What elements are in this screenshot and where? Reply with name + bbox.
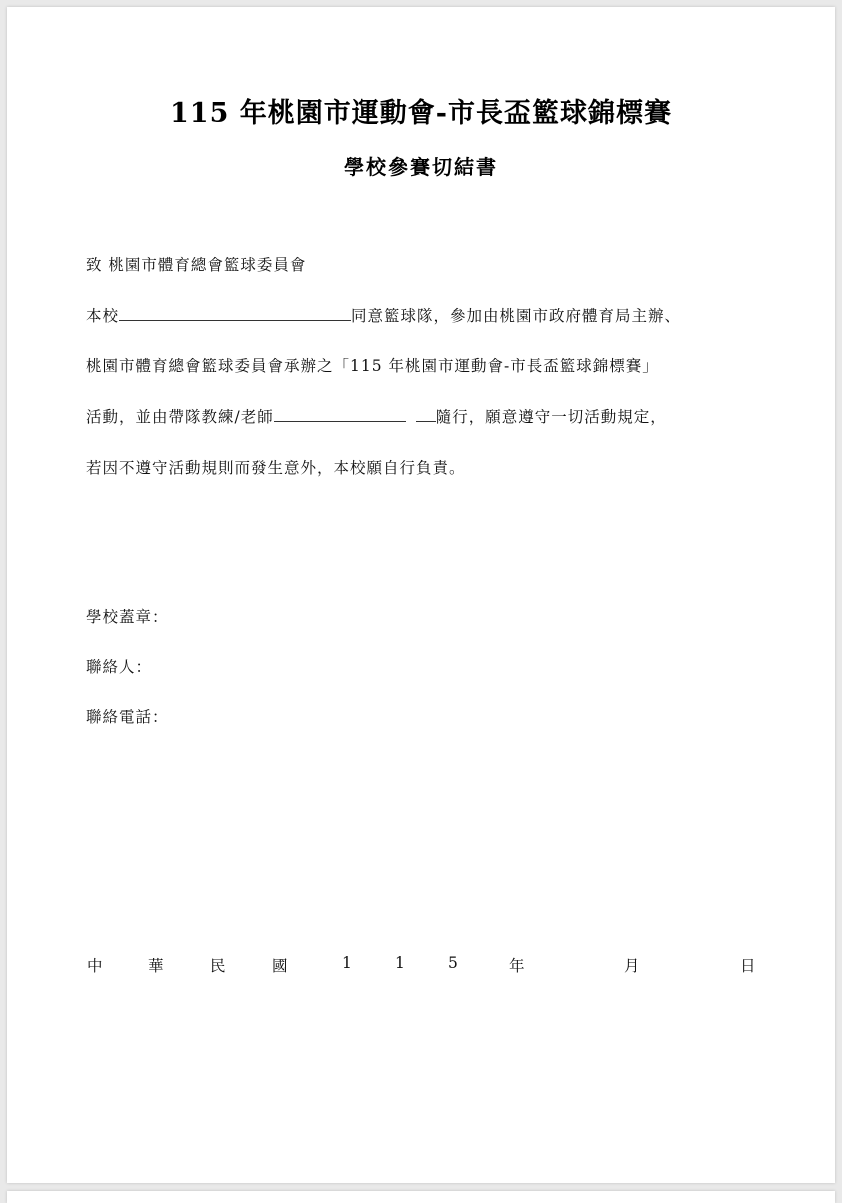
date-year-digit-1: 1	[342, 954, 352, 972]
coach-name-blank[interactable]	[274, 407, 406, 422]
body-line-4: 若因不遵守活動規則而發生意外，本校願自行負責。	[86, 459, 466, 477]
body-line-3-prefix: 活動，並由帶隊教練/老師	[86, 408, 274, 426]
date-month-label: 月	[624, 957, 640, 975]
school-name-blank[interactable]	[119, 306, 351, 321]
date-year-digit-2: 1	[395, 954, 405, 972]
document-title: 115 年桃園市運動會-市長盃籃球錦標賽	[170, 98, 672, 129]
date-year-digit-3: 5	[448, 954, 458, 972]
body-line-1-suffix: 同意籃球隊，參加由桃園市政府體育局主辦、	[351, 307, 682, 325]
school-seal-label: 學校蓋章：	[86, 608, 169, 626]
body-line-3-suffix: 隨行，願意遵守一切活動規定，	[435, 408, 667, 426]
contact-person-label: 聯絡人：	[86, 658, 153, 676]
date-day-label: 日	[740, 957, 756, 975]
date-char-zhong: 中	[87, 957, 103, 975]
contact-phone-label: 聯絡電話：	[86, 708, 169, 726]
document-subtitle: 學校參賽切結書	[344, 155, 498, 179]
date-char-guo: 國	[272, 957, 288, 975]
body-line-1-prefix: 本校	[86, 307, 120, 325]
body-line-2: 桃園市體育總會籃球委員會承辦之「115 年桃園市運動會-市長盃籃球錦標賽」	[86, 357, 659, 375]
body-line-1	[86, 304, 681, 326]
date-char-min: 民	[210, 957, 226, 975]
date-char-hua: 華	[148, 957, 164, 975]
document-page	[7, 7, 835, 1183]
next-page-edge	[7, 1191, 835, 1203]
date-year-label: 年	[509, 957, 525, 975]
body-line-3	[86, 405, 667, 427]
coach-name-blank-tail[interactable]	[416, 407, 436, 422]
addressee-line: 致 桃園市體育總會籃球委員會	[86, 256, 307, 274]
